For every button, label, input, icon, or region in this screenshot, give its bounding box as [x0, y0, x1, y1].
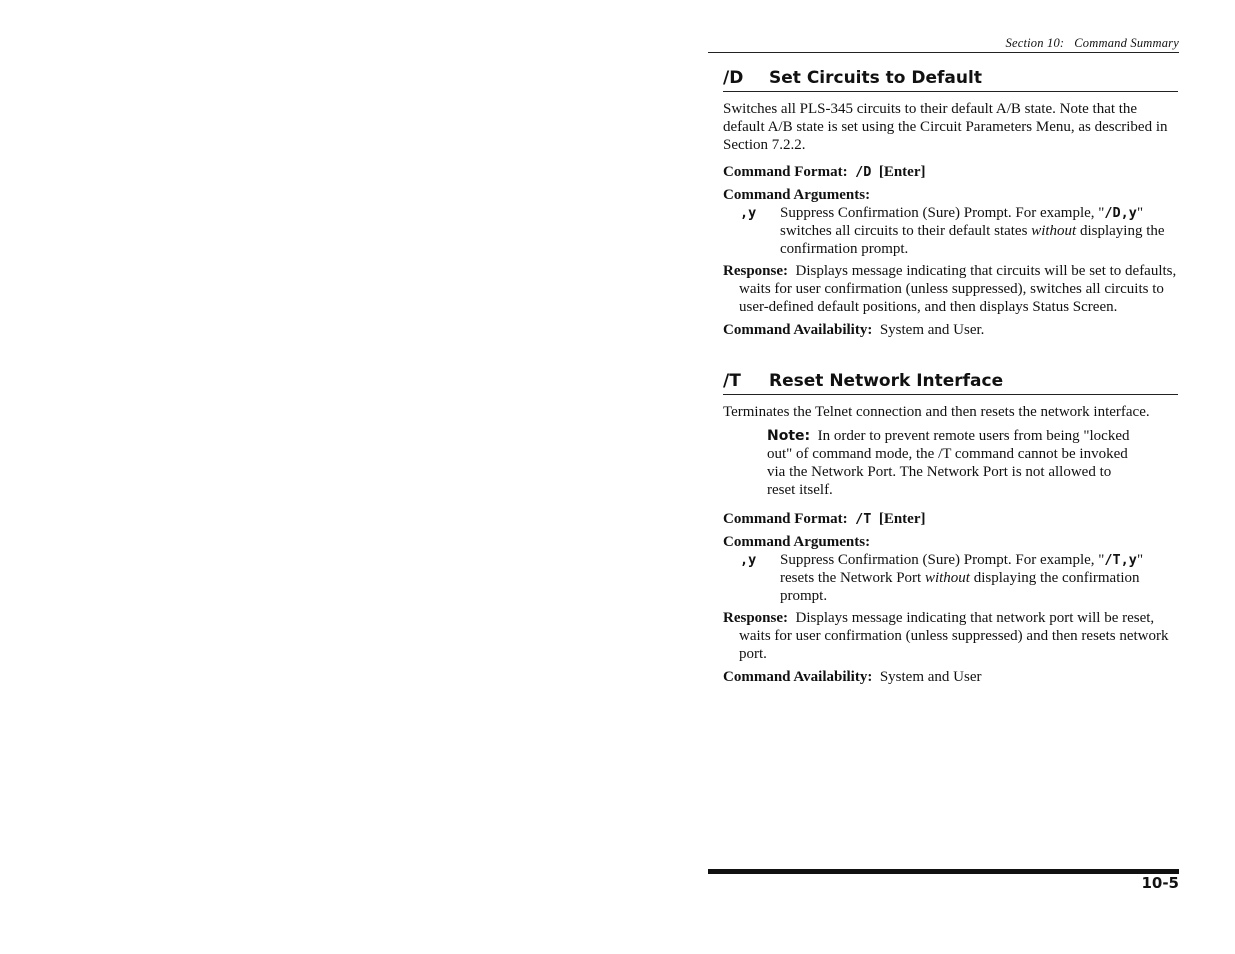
response	[723, 609, 1178, 663]
command-format-code: /D	[855, 164, 872, 180]
section-heading-set-circuits	[723, 66, 1178, 92]
argument-text-part: " switches all circuits to their default states	[780, 205, 1144, 239]
argument-text-part: displaying the confirmation prompt.	[780, 570, 1140, 604]
response-label: Response:	[723, 263, 789, 279]
command-format	[723, 163, 1178, 181]
page-number: 10-5	[1141, 874, 1179, 892]
argument-text-part: Suppress Confirmation (Sure) Prompt. For example, "	[780, 552, 1105, 568]
argument-description	[780, 551, 1178, 605]
command-format-label: Command Format:	[723, 164, 848, 180]
argument-emphasis: without	[924, 570, 970, 586]
response-label: Response:	[723, 610, 789, 626]
note-block	[767, 427, 1137, 499]
section-title: Set Circuits to Default	[769, 68, 982, 88]
response	[723, 262, 1178, 316]
section-command: /T	[723, 371, 741, 391]
section-heading-reset-network	[723, 369, 1178, 395]
footer-rule	[708, 869, 1179, 874]
command-format-suffix: [Enter]	[878, 511, 926, 527]
command-arguments-label: Command Arguments:	[723, 534, 871, 550]
response-text: Displays message indicating that circuits will be set to defaults, waits for user confirmation (unless suppressed), switches all circuits to user-defined default positions, and then displays Status Screen.	[739, 263, 1177, 315]
command-format-code: /T	[855, 511, 872, 527]
section-intro: Switches all PLS-345 circuits to their default A/B state. Note that the default A/B state is set using the Circuit Parameters Menu, as described in Section 7.2.2.	[723, 101, 1168, 153]
command-arguments-label: Command Arguments:	[723, 187, 871, 203]
page-content	[723, 66, 1178, 691]
section-intro: Terminates the Telnet connection and then resets the network interface.	[723, 404, 1150, 420]
command-availability	[723, 668, 1178, 686]
argument-emphasis: without	[1031, 223, 1077, 239]
argument-key: ,y	[740, 205, 757, 221]
argument-key: ,y	[740, 552, 757, 568]
note-text: In order to prevent remote users from being "locked out" of command mode, the /T command cannot be invoked via the Network Port. The Network Port is not allowed to reset itself.	[767, 428, 1130, 498]
availability-text: System and User.	[879, 322, 985, 338]
argument-text-part: " resets the Network Port	[780, 552, 1144, 586]
argument-row	[723, 204, 1178, 258]
argument-example-code: /T,y	[1104, 552, 1137, 568]
availability-text: System and User	[879, 669, 982, 685]
command-format	[723, 510, 1178, 528]
page	[708, 0, 1179, 954]
section-title: Reset Network Interface	[769, 371, 1004, 391]
section-command: /D	[723, 68, 744, 88]
response-text: Displays message indicating that network port will be reset, waits for user confirmation (unless suppressed) and then resets network port.	[739, 610, 1169, 662]
argument-row	[723, 551, 1178, 605]
argument-description	[780, 204, 1178, 258]
command-format-suffix: [Enter]	[878, 164, 926, 180]
running-header: Section 10: Command Summary	[1005, 36, 1179, 50]
note-label: Note:	[767, 428, 811, 444]
availability-label: Command Availability:	[723, 322, 873, 338]
availability-label: Command Availability:	[723, 669, 873, 685]
argument-text-part: displaying the confirmation prompt.	[780, 223, 1165, 257]
header-rule	[708, 52, 1179, 53]
command-availability	[723, 321, 1178, 339]
command-format-label: Command Format:	[723, 511, 848, 527]
argument-text-part: Suppress Confirmation (Sure) Prompt. For example, "	[780, 205, 1105, 221]
argument-example-code: /D,y	[1104, 205, 1137, 221]
